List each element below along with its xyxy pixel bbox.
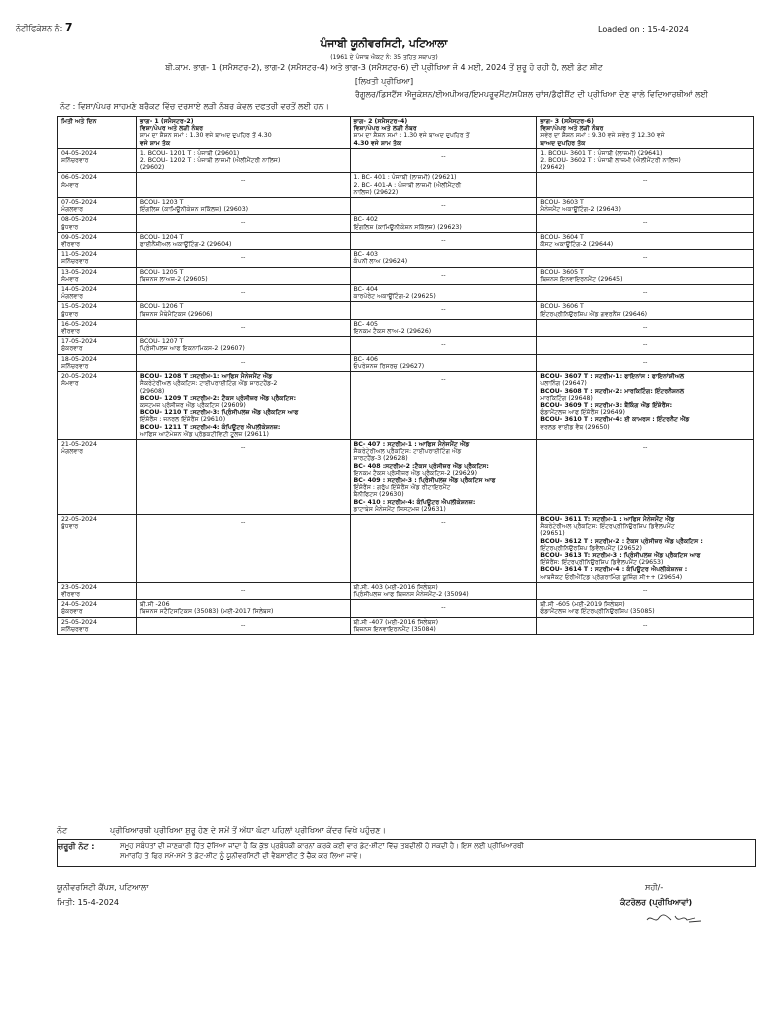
row-day: ਸ਼ਨਿੱਚਰਵਾਰ	[61, 258, 89, 266]
paper-line: ਇੰਟਰਪ੍ਰੀਨਿਉਰਸ਼ਿਪ ਡਿਵੈਲਪਮੈਂਟ (29652)	[540, 544, 642, 552]
row-p1-cell	[136, 337, 350, 354]
paper-line: BCOU- 1209 T :ਸਟਰੀਮ-2: ਟੈਕਸ ਪ੍ਰੋਸੀਜ਼ਰ ਐਂਡ ਪ੍ਰੈਕਟਿਸ:	[139, 394, 297, 402]
paper-line: BCOU- 1203 T	[139, 199, 184, 207]
table-row	[58, 439, 754, 514]
paper-line: ਬੀ.ਸੀ. 403 (ਮਈ-2016 ਸਿਲੇਬਸ)	[353, 583, 438, 591]
row-day: ਸੋਮਵਾਰ	[61, 275, 79, 283]
row-p1-cell	[136, 354, 350, 371]
row-day: ਮੰਗਲਵਾਰ	[61, 448, 84, 456]
paper-line: BCOU- 3610 T : ਸਟਰੀਮ-4: ਈ ਕਾਮਰਸ : ਇੰਟਰਨੈਟ ਐਂਡ	[540, 416, 690, 424]
row-p2-cell	[350, 285, 537, 302]
paper-line: ਇਨਕਮ ਟੈਕਸ ਲਾਅ-2 (29626)	[353, 328, 432, 336]
paper-line: 1. BCOU- 1201 T : ਪੰਜਾਬੀ (29601)	[139, 149, 240, 157]
row-p3-cell	[537, 173, 754, 198]
row-date-day	[58, 267, 137, 284]
row-p2-cell	[350, 148, 537, 173]
paper-line: 2. BCOU- 1202 T : ਪੰਜਾਬੀ ਲਾਜ਼ਮੀ (ਐਲੀਮੈਂਟਰੀ ਨਾਲਿਜ)	[139, 157, 281, 165]
empty-slot: --	[240, 289, 246, 297]
written-exam: [ਲਿਖਤੀ ਪ੍ਰੀਖਿਆ]	[354, 77, 414, 86]
empty-slot: --	[642, 323, 648, 331]
row-p2-cell	[350, 215, 537, 232]
row-p1-cell	[136, 267, 350, 284]
empty-slot: --	[240, 323, 246, 331]
paper-line: 2. BCOU- 3602 T : ਪੰਜਾਬੀ ਲਾਜ਼ਮੀ (ਐਲੀਮੈਂਟਰੀ ਨਾਲਿਜ)	[540, 157, 681, 165]
paper-line: BCOU- 3604 T	[540, 233, 584, 241]
paper-line: BC- 407 : ਸਟਰੀਮ-1 : ਆਫਿਸ ਮੈਨੇਜਮੈਂਟ ਐਂਡ	[353, 440, 470, 448]
row-p2-cell	[350, 439, 537, 514]
paper-line: BC- 405	[353, 320, 378, 328]
paper-line: ਮੈਨੇਜਮੈਂਟ ਅਕਾਊਂਟਿੰਗ-2 (29643)	[540, 206, 621, 214]
row-date: 24-05-2024	[61, 601, 97, 609]
table-row	[58, 617, 754, 634]
row-date-day	[58, 148, 137, 173]
paper-line: (29608)	[139, 387, 165, 395]
row-date-day	[58, 514, 137, 582]
paper-line: ਆਬਜੈਕਟ ਓਰੀਐਂਟਿਡ ਪ੍ਰੋਗਰਾਮਿੰਗ ਯੂਜ਼ਿੰਗ ਸੀ++ (29654)	[540, 573, 683, 581]
row-day: ਸੋਮਵਾਰ	[61, 380, 79, 388]
table-row	[58, 198, 754, 215]
row-date-day	[58, 337, 137, 354]
important-note-line-1: ਸਮੂਹ ਸਬੰਧਤਾਂ ਦੀ ਜਾਣਕਾਰੀ ਹਿੱਤ ਦੱਸਿਆ ਜਾਂਦਾ ਹੈ ਕਿ ਕੁੱਝ ਪ੍ਰਬੰਧਕੀ ਕਾਰਨਾਂ ਕਰਕੇ ਕਈ ਵਾਰ ਡੇਟ-ਸ਼ੀਟਾਂ ਵਿੱਚ ਤਬਦੀਲੀ ਹੋ ਸਕਦੀ ਹੈ। ਇਸ ਲਈ ਪ੍ਰੀਖਿਆਰਥੀ	[120, 842, 524, 850]
table-row	[58, 250, 754, 267]
row-p2-cell	[350, 372, 537, 440]
row-date: 23-05-2024	[61, 583, 97, 591]
row-p2-cell	[350, 198, 537, 215]
row-date: 11-05-2024	[61, 251, 97, 259]
paper-line: BCOU- 3606 T	[540, 303, 584, 311]
row-p1-cell	[136, 319, 350, 336]
table-row	[58, 285, 754, 302]
paper-line: BCOU- 3613 T: ਸਟਰੀਮ-3 : ਪ੍ਰਿੰਸੀਪਲਜ਼ ਐਂਡ ਪ੍ਰੈਕਟਿਸ ਆਫ	[540, 551, 701, 559]
row-p2-cell	[350, 354, 537, 371]
row-date-day	[58, 372, 137, 440]
row-p1-cell	[136, 372, 350, 440]
row-date: 13-05-2024	[61, 268, 97, 276]
paper-line: ਕਸਟਮਜ਼ ਪ੍ਰੋਸੀਜ਼ਰ ਐਂਡ ਪ੍ਰੈਕਟਿਸ (29609)	[139, 401, 246, 409]
signed: ਸਹੀ/-	[645, 883, 664, 892]
header-date-day: ਮਿਤੀ ਅਤੇ ਦਿਨ	[58, 117, 137, 149]
table-row	[58, 302, 754, 319]
row-date-day	[58, 319, 137, 336]
paper-line: BCOU- 3607 T : ਸਟਰੀਮ-1: ਫਾਇਨਾਂਸ : ਫਾਇਨਾਂਸ਼ੀਅਲ	[540, 373, 685, 381]
empty-slot: --	[240, 219, 246, 227]
loaded-on: Loaded on : 15-4-2024	[598, 25, 689, 34]
row-date-day	[58, 232, 137, 249]
paper-line: 1. BCOU- 3601 T : ਪੰਜਾਬੀ (ਲਾਜ਼ਮੀ) (29641)	[540, 149, 663, 157]
paper-line: ਪ੍ਰਿੰਸੀਪਲਜ਼ ਆਫ ਬਿਜ਼ਨਸ ਮੈਨੇਜਮੈਂਟ-2 (35094)	[353, 590, 469, 598]
row-p3-cell	[537, 148, 754, 173]
paper-line: ਵਰਲਡ ਵਾਈਡ ਵੈਬ (29650)	[540, 423, 610, 431]
row-p3-cell	[537, 267, 754, 284]
row-p3-cell	[537, 215, 754, 232]
row-p3-cell	[537, 617, 754, 634]
row-date: 18-05-2024	[61, 355, 97, 363]
notification-number: 7	[64, 21, 73, 34]
row-p2-cell	[350, 617, 537, 634]
empty-slot: --	[642, 621, 648, 629]
empty-slot: --	[642, 219, 648, 227]
paper-line: ਡਾਟਾਬੇਸ ਮੈਨੇਜਮੈਂਟ ਸਿਸਟਮਜ਼ (29631)	[353, 505, 446, 513]
row-p1-cell	[136, 439, 350, 514]
row-date: 25-05-2024	[61, 618, 97, 626]
empty-slot: --	[642, 358, 648, 366]
paper-line: (29651)	[540, 530, 565, 538]
paper-line: BC- 409 : ਸਟਰੀਮ-3 : ਪ੍ਰਿੰਸੀਪਲਜ਼ ਐਂਡ ਪ੍ਰੈਕਟਿਸ ਆਫ	[353, 476, 496, 484]
row-date: 08-05-2024	[61, 216, 97, 224]
table-header-row	[58, 117, 754, 149]
notification-label: ਨੋਟੀਫਿਕੇਸ਼ਨ ਨੰ: 7	[16, 21, 73, 34]
paper-line: ਕਾਰਪੋਰੇਟ ਅਕਾਊਂਟਿੰਗ-2 (29625)	[353, 293, 436, 301]
footer-note-label: ਨੋਟ	[57, 826, 68, 835]
row-p1-cell	[136, 600, 350, 617]
student-categories: ਰੈਗੂਲਰ/ਡਿਸਟੈਂਸ ਐਜੂਕੇਸ਼ਨ/ਈਅਪੀਅਰ/ਇਮਪਰੂਵਮੈਂਟ/ਸਪੈਸ਼ਲ ਚਾਂਸ/ਡੈਫੀਸ਼ੈਂਟ ਦੀ ਪ੍ਰੀਖਿਆ ਦੇਣ ਵਾਲੇ ਵਿਦਿਆਰਥੀਆਂ ਲਈ	[354, 90, 708, 99]
row-p1-cell	[136, 250, 350, 267]
row-p2-cell	[350, 302, 537, 319]
paper-line: 2. BC- 401-A : ਪੰਜਾਬੀ ਲਾਜ਼ਮੀ (ਐਲੀਮੈਂਟਰੀ	[353, 181, 462, 189]
empty-slot: --	[441, 376, 446, 384]
row-date-day	[58, 215, 137, 232]
row-day: ਸ਼ੁੱਕਰਵਾਰ	[61, 345, 83, 353]
row-date: 21-05-2024	[61, 440, 97, 448]
row-day: ਬੁੱਧਵਾਰ	[61, 223, 79, 231]
important-note-box	[57, 839, 756, 867]
empty-slot: --	[441, 341, 446, 349]
paper-line: BC- 404	[353, 286, 378, 294]
row-p2-cell	[350, 232, 537, 249]
paper-line: BCOU- 3605 T	[540, 268, 584, 276]
row-p2-cell	[350, 319, 537, 336]
footer-note-text: ਪ੍ਰੀਖਿਆਰਥੀ ਪ੍ਰੀਖਿਆ ਸ਼ੁਰੂ ਹੋਣ ਦੇ ਸਮੇਂ ਤੋਂ ਅੱਧਾ ਘੰਟਾ ਪਹਿਲਾਂ ਪ੍ਰੀਖਿਆ ਕੇਂਦਰ ਵਿਖੇ ਪਹੁੰਚਣ।	[110, 826, 386, 835]
row-date-day	[58, 617, 137, 634]
paper-line: ਆਫਿਸ ਆਟੋਮੇਸ਼ਨ ਐਂਡ ਪ੍ਰੋਡਕਟੀਵਿਟੀ ਟੂਲਜ਼ (29611)	[139, 430, 269, 438]
row-date-day	[58, 439, 137, 514]
paper-line: ਬੀ.ਸੀ -206	[139, 601, 170, 609]
empty-slot: --	[441, 271, 446, 279]
paper-line: BC- 408 :ਸਟਰੀਮ-2 :ਟੈਕਸ ਪ੍ਰੋਸੀਜ਼ਰ ਐਂਡ ਪ੍ਰੈਕਟਿਸ:	[353, 462, 489, 470]
paper-line: ਇੰਗਲਿਸ਼ (ਕਾਮਿਊਨੀਕੇਸ਼ਨ ਸਕਿੱਲਜ਼) (29603)	[139, 206, 249, 214]
row-p1-cell	[136, 215, 350, 232]
paper-line: ਨਾਲਿਜ) (29622)	[353, 188, 399, 196]
date-sheet-table	[57, 116, 754, 635]
paper-line: BCOU- 3614 T : ਸਟਰੀਮ-4 : ਕੰਪਿਊਟਰ ਐਪਲੀਕੇਸ਼ਨਜ਼ :	[540, 566, 688, 574]
row-p1-cell	[136, 232, 350, 249]
empty-slot: --	[240, 586, 246, 594]
paper-line: BC- 410 : ਸਟਰੀਮ-4: ਕੰਪਿਊਟਰ ਐਪਲੀਕੇਸ਼ਨਜ਼:	[353, 498, 476, 506]
empty-slot: --	[441, 236, 446, 244]
row-date: 17-05-2024	[61, 338, 97, 346]
empty-slot: --	[441, 152, 446, 160]
row-p2-cell	[350, 337, 537, 354]
act-line: (1961 ਦੇ ਪੰਜਾਬ ਐਕਟ ਨੰ: 35 ਤਹਿਤ ਸਥਾਪਤ)	[330, 54, 438, 61]
row-day: ਵੀਰਵਾਰ	[61, 328, 81, 336]
important-note-label: ਜ਼ਰੂਰੀ ਨੋਟ :	[58, 842, 95, 851]
paper-line: ਇੰਸ਼ੋਰੈਂਸ : ਗਰੁੱਪ ਇੰਸ਼ੋਰੈਂਸ ਐਂਡ ਰੀਟਾਇਰਮੈਂਟ	[353, 484, 451, 492]
row-p3-cell	[537, 302, 754, 319]
row-day: ਸ਼ਨਿੱਚਰਵਾਰ	[61, 157, 89, 165]
table-row	[58, 173, 754, 198]
paper-line: ਕੰਪਨੀ ਲਾਅ (29624)	[353, 258, 408, 266]
table-row	[58, 600, 754, 617]
row-p3-cell	[537, 285, 754, 302]
footer-date: ਮਿਤੀ: 15-4-2024	[57, 898, 120, 907]
row-p1-cell	[136, 302, 350, 319]
row-date-day	[58, 354, 137, 371]
paper-line: ਇੰਗਲਿਸ਼ (ਕਾਮਿਊਨੀਕੇਸ਼ਨ ਸਕਿੱਲਜ਼) (29623)	[353, 223, 462, 231]
exam-title: ਬੀ.ਕਾਮ. ਭਾਗ- 1 (ਸਮੈਸਟਰ-2), ਭਾਗ-2 (ਸਮੈਸਟਰ-4) ਅਤੇ ਭਾਗ-3 (ਸਮੈਸਟਰ-6) ਦੀ ਪ੍ਰੀਖਿਆ ਜੋ 4 ਮਈ, 2024 ਤੋਂ ਸ਼ੁਰੂ ਹੋ ਰਹੀ ਹੈ, ਲਈ ਡੇਟ ਸ਼ੀਟ	[165, 63, 603, 72]
row-date: 20-05-2024	[61, 373, 97, 381]
paper-line: ਇੰਟਰਪ੍ਰੀਨਿਉਰਸ਼ਿਪ ਐਂਡ ਗਵਰਨੈਂਸ (29646)	[540, 310, 648, 318]
empty-slot: --	[441, 518, 446, 526]
row-day: ਮੰਗਲਵਾਰ	[61, 206, 84, 214]
row-p1-cell	[136, 617, 350, 634]
paper-line: BCOU- 1210 T :ਸਟਰੀਮ-3: ਪ੍ਰਿੰਸੀਪਲਜ਼ ਐਂਡ ਪ੍ਰੈਕਟਿਸ ਆਫ	[139, 409, 299, 417]
row-p2-cell	[350, 514, 537, 582]
signature-mark	[645, 910, 705, 928]
paper-line: BCOU- 3612 T : ਸਟਰੀਮ-2 : ਟੈਕਸ ਪ੍ਰੋਸੀਜ਼ਰ ਐਂਡ ਪ੍ਰੈਕਟਿਸ :	[540, 537, 703, 545]
row-p1-cell	[136, 514, 350, 582]
row-date-day	[58, 173, 137, 198]
row-p2-cell	[350, 250, 537, 267]
row-date: 07-05-2024	[61, 199, 97, 207]
row-p3-cell	[537, 354, 754, 371]
empty-slot: --	[441, 306, 446, 314]
paper-line: BCOU- 1207 T	[139, 338, 184, 346]
paper-line: (29642)	[540, 164, 565, 172]
row-p3-cell	[537, 372, 754, 440]
row-day: ਸ਼ੁੱਕਰਵਾਰ	[61, 608, 83, 616]
paper-line: ਸੈਕਰੇਟੇਰੀਅਲ ਪ੍ਰੈਕਟਿਸ: ਟਾਈਪਰਾਈਟਿੰਗ ਐਂਡ ਸ਼ਾਰਟਹੈਂਡ-2	[139, 380, 278, 388]
row-p2-cell	[350, 267, 537, 284]
row-p2-cell	[350, 582, 537, 599]
paper-line: ਕੌਸਟ ਅਕਾਊਂਟਿੰਗ-2 (29644)	[540, 241, 614, 249]
paper-line: BCOU- 1208 T :ਸਟਰੀਮ-1: ਆਫਿਸ ਮੈਨੇਜਮੈਂਟ ਐਂਡ	[139, 373, 273, 381]
row-date-day	[58, 582, 137, 599]
row-date: 09-05-2024	[61, 233, 97, 241]
empty-slot: --	[240, 177, 246, 185]
row-date: 04-05-2024	[61, 149, 97, 157]
paper-line: BCOU- 3611 T: ਸਟਰੀਮ-1 : ਆਫਿਸ ਮੈਨੇਜਮੈਂਟ ਐਂਡ	[540, 515, 675, 523]
row-p3-cell	[537, 337, 754, 354]
paper-line: BC- 406	[353, 355, 378, 363]
paper-line: BC- 403	[353, 251, 378, 259]
paper-line: BCOU- 3608 T : ਸਟਰੀਮ-2: ਮਾਰਕਿਟਿੰਗ: ਇੰਟਰਨੈਸ਼ਨਲ	[540, 387, 685, 395]
empty-slot: --	[642, 443, 648, 451]
campus: ਯੂਨੀਵਰਸਿਟੀ ਕੈਂਪਸ, ਪਟਿਆਲਾ	[57, 883, 149, 892]
paper-line: BCOU- 3609 T : ਸਟਰੀਮ-3: ਬੈਂਕਿੰਗ ਐਂਡ ਇੰਸ਼ੋਰੈਂਸ:	[540, 401, 673, 409]
row-p3-cell	[537, 319, 754, 336]
row-p3-cell	[537, 439, 754, 514]
paper-line: BCOU- 3603 T	[540, 199, 584, 207]
row-day: ਬੁੱਧਵਾਰ	[61, 523, 79, 531]
row-day: ਸੋਮਵਾਰ	[61, 181, 79, 189]
paper-line: ਸ਼ਾਰਟਹੈਂਡ-3 (29628)	[353, 455, 408, 463]
paper-line: ਫੰਡਾਮੈਂਟਲਜ਼ ਆਫ ਇੰਸ਼ੋਰੈਂਸ (29649)	[540, 409, 625, 417]
table-row	[58, 354, 754, 371]
empty-slot: --	[240, 443, 246, 451]
paper-line: ਇੰਸ਼ੋਰੈਂਸ: ਇੰਟਰਪ੍ਰੀਨਿਉਰਸ਼ਿਪ ਡਿਵੈਲਪਮੈਂਟ (29653)	[540, 559, 664, 567]
paper-line: (29602)	[139, 164, 165, 172]
empty-slot: --	[441, 604, 446, 612]
row-day: ਵੀਰਵਾਰ	[61, 590, 81, 598]
table-row	[58, 215, 754, 232]
row-day: ਬੁੱਧਵਾਰ	[61, 310, 79, 318]
table-row	[58, 232, 754, 249]
row-day: ਸ਼ਨਿੱਚਰਵਾਰ	[61, 625, 89, 633]
paper-line: ਸੈਕਰੇਟੇਰੀਅਲ ਪ੍ਰੈਕਟਿਸ: ਇੰਟਰਪ੍ਰੀਨਿਉਰਸ਼ਿਪ ਡਿਵੈਲਪਮੈਂਟ	[540, 523, 675, 531]
empty-slot: --	[642, 341, 648, 349]
empty-slot: --	[240, 254, 246, 262]
table-row	[58, 148, 754, 173]
paper-line: ਬਿਜ਼ਨਸ ਇਨਵਾਇਰਨਮੈਂਟ (29645)	[540, 275, 623, 283]
paper-line: ਬਿਜ਼ਨਸ ਮੈਥੇਮੈਟਿਕਸ (29606)	[139, 310, 213, 318]
paper-line: BC- 402	[353, 216, 378, 224]
empty-slot: --	[642, 254, 648, 262]
row-p3-cell	[537, 198, 754, 215]
header-part-3: ਭਾਗ- 3 (ਸਮੈਸਟਰ-6) ਵਿਸ਼ਾ/ਪੇਪਰ ਅਤੇ ਲੜੀ ਨੰਬਰ ਸਵੇਰ ਦਾ ਸ਼ੈਸ਼ਨ ਸਮਾਂ : 9.30 ਵਜੇ ਸਵੇਰ ਤੋਂ 12.30 ਵਜੇ ਬਾਅਦ ਦੁਪਹਿਰ ਤੱਕ	[537, 117, 754, 149]
header-part-2: ਭਾਗ- 2 (ਸਮੈਸਟਰ-4) ਵਿਸ਼ਾ/ਪੇਪਰ ਅਤੇ ਲੜੀ ਨੰਬਰ ਸ਼ਾਮ ਦਾ ਸ਼ੈਸ਼ਨ ਸਮਾਂ : 1.30 ਵਜੇ ਬਾਅਦ ਦੁਪਹਿਰ ਤੋਂ 4.30 ਵਜੇ ਸ਼ਾਮ ਤੱਕ	[350, 117, 537, 149]
paper-line: ਬਿਜ਼ਨਸ ਸਟੈਟਿਸਟਿਕਸ (35083) (ਮਈ-2017 ਸਿਲੇਬਸ)	[139, 608, 274, 616]
row-p1-cell	[136, 582, 350, 599]
paper-line: ਫਾਈਨੈਂਸ਼ੀਅਲ ਅਕਾਊਂਟਿੰਗ-2 (29604)	[139, 241, 232, 249]
important-note-line-2: ਸਮਾਂਰਹਿ ਤੇ ਫਿਰ ਸਮੇਂ-ਸਮੇਂ ਤੇ ਡੇਟ-ਸ਼ੀਟ ਨੂੰ ਯੂਨੀਵਰਸਿਟੀ ਦੀ ਵੈਬਸਾਈਟ ਤੋਂ ਚੈੱਕ ਕਰ ਲਿਆ ਜਾਵੇ।	[120, 852, 363, 860]
row-date: 16-05-2024	[61, 320, 97, 328]
row-date: 22-05-2024	[61, 515, 97, 523]
paper-line: ਸੈਕਰੇਟੇਰੀਅਲ ਪ੍ਰੈਕਟਿਸ: ਟਾਈਪਰਾਈਟਿੰਗ ਐਂਡ	[353, 448, 462, 456]
empty-slot: --	[642, 586, 648, 594]
paper-line: ਓਪਰੇਸ਼ਨਜ਼ ਰਿਸਰਚ (29627)	[353, 362, 425, 370]
row-p1-cell	[136, 173, 350, 198]
paper-line: BCOU- 1204 T	[139, 233, 184, 241]
paper-line: ਪ੍ਰਿੰਸੀਪਲਜ਼ ਆਫ ਇਕਨਾਮਿਕਸ-2 (29607)	[139, 345, 245, 353]
row-date: 15-05-2024	[61, 303, 97, 311]
row-p3-cell	[537, 582, 754, 599]
row-date-day	[58, 250, 137, 267]
row-date-day	[58, 198, 137, 215]
table-row	[58, 514, 754, 582]
paper-line: ਪਲਾਨਿੰਗ (29647)	[540, 380, 587, 388]
table-row	[58, 267, 754, 284]
row-p3-cell	[537, 232, 754, 249]
paper-line: ਬਿਜ਼ਨਸ ਇਨਵਾਇਰਨਮੈਂਟ (35084)	[353, 625, 436, 633]
row-p3-cell	[537, 600, 754, 617]
row-p2-cell	[350, 173, 537, 198]
university-name: ਪੰਜਾਬੀ ਯੂਨੀਵਰਸਿਟੀ, ਪਟਿਆਲਾ	[320, 38, 448, 50]
empty-slot: --	[240, 518, 246, 526]
paper-line: ਇੰਸ਼ੋਰੈਂਸ : ਜਨਰਲ ਇੰਸ਼ੋਰੈਂਸ (29610)	[139, 416, 226, 424]
row-p3-cell	[537, 250, 754, 267]
row-date: 14-05-2024	[61, 286, 97, 294]
paper-line: ਮਾਰਕਿਟਿੰਗ (29648)	[540, 394, 593, 402]
empty-slot: --	[642, 177, 648, 185]
empty-slot: --	[441, 202, 446, 210]
paper-line: ਬੀ.ਸੀ -407 (ਮਈ-2016 ਸਿਲੇਬਸ)	[353, 618, 439, 626]
empty-slot: --	[240, 358, 246, 366]
row-day: ਸ਼ਨਿੱਚਰਵਾਰ	[61, 362, 89, 370]
header-note: ਨੋਟ : ਵਿਸ਼ਾ/ਪੇਪਰ ਸਾਹਮਣੇ ਬਰੈਕਟ ਵਿੱਚ ਦਰਸਾਏ ਲੜੀ ਨੰਬਰ ਕੇਵਲ ਦਫਤਰੀ ਵਰਤੋਂ ਲਈ ਹਨ।	[60, 102, 329, 111]
table-row	[58, 372, 754, 440]
table-row	[58, 337, 754, 354]
row-date-day	[58, 600, 137, 617]
paper-line: BCOU- 1211 T :ਸਟਰੀਮ-4: ਕੰਪਿਊਟਰ ਐਪਲੀਕੇਸ਼ਨਜ਼:	[139, 423, 281, 431]
header-part-1: ਭਾਗ- 1 (ਸਮੈਸਟਰ-2) ਵਿਸ਼ਾ/ਪੇਪਰ ਅਤੇ ਲੜੀ ਨੰਬਰ ਸ਼ਾਮ ਦਾ ਸ਼ੈਸ਼ਨ ਸਮਾਂ : 1.30 ਵਜੇ ਬਾਅਦ ਦੁਪਹਿਰ ਤੋਂ 4.30 ਵਜੇ ਸ਼ਾਮ ਤੱਕ	[136, 117, 350, 149]
controller-exams: ਕੰਟਰੋਲਰ (ਪ੍ਰੀਖਿਆਵਾਂ)	[620, 898, 693, 907]
empty-slot: --	[642, 289, 648, 297]
paper-line: ਬਿਜ਼ਨਸ ਲਾਅਜ਼-2 (29605)	[139, 275, 208, 283]
table-row	[58, 319, 754, 336]
paper-line: ਇਨਕਮ ਟੈਕਸ ਪ੍ਰੋਸੀਜ਼ਰ ਐਂਡ ਪ੍ਰੈਕਟਿਸ-2 (29629)	[353, 469, 477, 477]
paper-line: BCOU- 1206 T	[139, 303, 184, 311]
row-date: 06-05-2024	[61, 174, 97, 182]
row-p2-cell	[350, 600, 537, 617]
paper-line: ਬੈਨੀਫਿਟਸ (29630)	[353, 491, 404, 499]
table-row	[58, 582, 754, 599]
row-p1-cell	[136, 285, 350, 302]
row-p1-cell	[136, 198, 350, 215]
row-day: ਮੰਗਲਵਾਰ	[61, 293, 84, 301]
paper-line: ਫੰਡਾਮੈਂਟਲਜ਼ ਆਫ ਇੰਟਰਪ੍ਰੀਨਿਉਰਸ਼ਿਪ (35085)	[540, 608, 655, 616]
paper-line: 1. BC- 401 : ਪੰਜਾਬੀ (ਲਾਜ਼ਮੀ) (29621)	[353, 174, 457, 182]
row-day: ਵੀਰਵਾਰ	[61, 241, 81, 249]
empty-slot: --	[240, 621, 246, 629]
paper-line: BCOU- 1205 T	[139, 268, 184, 276]
paper-line: ਬੀ.ਸੀ -605 (ਮਈ-2019 ਸਿਲੇਬਸ)	[540, 601, 625, 609]
row-p1-cell	[136, 148, 350, 173]
row-date-day	[58, 285, 137, 302]
row-p3-cell	[537, 514, 754, 582]
row-date-day	[58, 302, 137, 319]
